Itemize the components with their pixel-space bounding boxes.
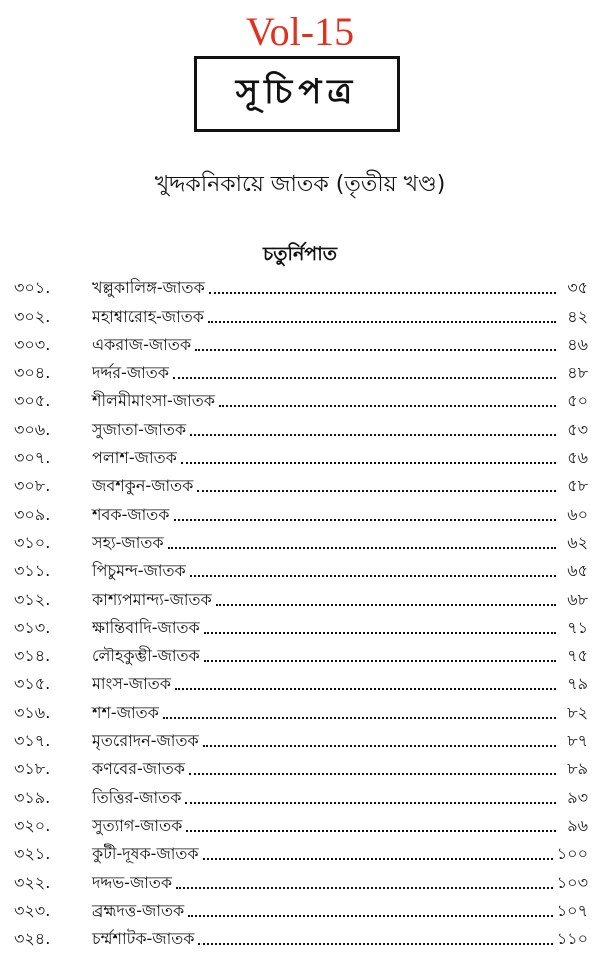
entry-page-number: ৬৮: [567, 589, 588, 609]
dot-leader: [209, 292, 556, 294]
entry-page-number: ৭৫: [567, 646, 588, 666]
entry-page-number: ১০৩: [556, 872, 588, 892]
dot-leader: [186, 830, 556, 832]
dot-leader: [163, 717, 556, 719]
toc-entry[interactable]: [14, 925, 588, 953]
toc-entry[interactable]: [14, 444, 588, 472]
dot-leader: [190, 434, 556, 436]
entry-number: ৩০৩.: [14, 334, 51, 354]
entry-page-number: ৬০: [567, 504, 588, 524]
toc-entry[interactable]: [14, 359, 588, 387]
entry-number: ৩০২.: [14, 306, 51, 326]
entry-title: সুজাতা-জাতক: [92, 419, 187, 439]
entry-page-number: ৪২: [567, 306, 588, 326]
dot-leader: [175, 688, 556, 690]
entry-number: ৩০৯.: [14, 504, 51, 524]
entry-page-number: ৭১: [567, 617, 588, 637]
entry-number: ৩০৪.: [14, 363, 51, 383]
toc-entry[interactable]: [14, 387, 588, 415]
dot-leader: [181, 462, 556, 464]
entry-number: ৩০১.: [14, 278, 51, 298]
dot-leader: [216, 604, 556, 606]
toc-entry[interactable]: [14, 557, 588, 585]
entry-page-number: ৩৫: [567, 278, 588, 298]
dot-leader: [189, 773, 556, 775]
entry-page-number: ৮৭: [567, 731, 588, 751]
dot-leader: [176, 887, 553, 889]
dot-leader: [173, 377, 556, 379]
toc-entry[interactable]: [14, 415, 588, 443]
entry-page-number: ৪৮: [567, 363, 588, 383]
entry-title: দর্দ্দর-জাতক: [92, 363, 169, 383]
entry-page-number: ৪৬: [567, 334, 588, 354]
toc-entry[interactable]: [14, 274, 588, 302]
entry-page-number: ১১০: [556, 929, 588, 949]
entry-title: চর্ম্মশাটক-জাতক: [92, 929, 195, 949]
entry-number: ৩২২.: [14, 872, 51, 892]
entry-title: পলাশ-জাতক: [92, 448, 177, 468]
toc-entry[interactable]: [14, 500, 588, 528]
toc-entry[interactable]: [14, 840, 588, 868]
entry-number: ৩০৫.: [14, 391, 51, 411]
entry-title: সুত্যাগ-জাতক: [92, 815, 183, 835]
entry-number: ৩১৭.: [14, 731, 51, 751]
entry-page-number: ৭৯: [567, 674, 588, 694]
entry-title: ক্ষান্তিবাদি-জাতক: [92, 617, 200, 637]
entry-title: মৃতরোদন-জাতক: [92, 731, 199, 751]
entry-title: মাংস-জাতক: [92, 674, 171, 694]
dot-leader: [190, 575, 556, 577]
entry-number: ৩২১.: [14, 844, 51, 864]
entry-number: ৩১৮.: [14, 759, 51, 779]
entry-page-number: ৫০: [567, 391, 588, 411]
volume-label: Vol-15: [245, 9, 355, 54]
entry-title: শশ-জাতক: [92, 702, 159, 722]
entry-title: ব্রহ্মদত্ত-জাতক: [92, 900, 185, 920]
entry-page-number: ৯৬: [567, 815, 588, 835]
dot-leader: [203, 745, 556, 747]
dot-leader: [198, 943, 552, 945]
entry-title: শীলমীমাংসা-জাতক: [92, 391, 215, 411]
toc-entry[interactable]: [14, 812, 588, 840]
entry-number: ৩২৩.: [14, 900, 51, 920]
dot-leader: [174, 519, 557, 521]
dot-leader: [204, 660, 556, 662]
dot-leader: [203, 858, 553, 860]
entry-page-number: ৫৩: [567, 419, 588, 439]
toc-entry[interactable]: [14, 868, 588, 896]
toc-entry[interactable]: [14, 727, 588, 755]
entry-page-number: ৮২: [567, 702, 588, 722]
entry-number: ৩১৬.: [14, 702, 51, 722]
toc-entry[interactable]: [14, 331, 588, 359]
dot-leader: [204, 632, 556, 634]
toc-entry[interactable]: [14, 529, 588, 557]
entry-title: খল্লুকালিঙ্গ-জাতক: [92, 278, 205, 298]
dot-leader: [168, 547, 556, 549]
entry-number: ৩২৪.: [14, 929, 51, 949]
entry-title: তিত্তির-জাতক: [92, 787, 182, 807]
entry-number: ৩০৭.: [14, 448, 51, 468]
entry-number: ৩০৮.: [14, 476, 51, 496]
entry-number: ৩১৫.: [14, 674, 51, 694]
toc-entry[interactable]: [14, 585, 588, 613]
toc-entry[interactable]: [14, 783, 588, 811]
entry-title: কণবের-জাতক: [92, 759, 185, 779]
entry-title: লৌহকুম্ভী-জাতক: [92, 646, 200, 666]
toc-entry[interactable]: [14, 614, 588, 642]
entry-page-number: ৬৫: [567, 561, 588, 581]
dot-leader: [219, 405, 556, 407]
entry-page-number: ৫৬: [567, 448, 588, 468]
toc-entry[interactable]: [14, 472, 588, 500]
entry-title: শবক-জাতক: [92, 504, 170, 524]
dot-leader: [185, 802, 556, 804]
entry-title: সহ্য-জাতক: [92, 532, 164, 552]
toc-entry[interactable]: [14, 897, 588, 925]
toc-entry[interactable]: [14, 670, 588, 698]
entry-number: ৩১১.: [14, 561, 51, 581]
entry-number: ৩২০.: [14, 815, 51, 835]
dot-leader: [188, 915, 553, 917]
entry-title: কুটী-দূষক-জাতক: [92, 844, 199, 864]
entry-number: ৩১২.: [14, 589, 51, 609]
entry-title: দদ্দভ-জাতক: [92, 872, 173, 892]
entry-title: একরাজ-জাতক: [92, 334, 192, 354]
entry-title: কাশ্যপমান্দ্য-জাতক: [92, 589, 212, 609]
entry-number: ৩১০.: [14, 532, 51, 552]
toc-entry[interactable]: [14, 642, 588, 670]
book-subtitle: খুদ্দকনিকায়ে জাতক (তৃতীয় খণ্ড): [154, 172, 446, 197]
entry-title: জবশকুন-জাতক: [92, 476, 194, 496]
table-of-contents: [14, 274, 588, 953]
entry-number: ৩১৯.: [14, 787, 51, 807]
entry-page-number: ১০০: [556, 844, 588, 864]
dot-leader: [197, 490, 556, 492]
entry-title: মহাশ্বারোহ-জাতক: [92, 306, 204, 326]
entry-page-number: ৫৮: [567, 476, 588, 496]
entry-page-number: ৬২: [567, 532, 588, 552]
entry-page-number: ৯৩: [567, 787, 588, 807]
entry-page-number: ৮৯: [567, 759, 588, 779]
page-title: সূচিপত্র: [194, 56, 400, 132]
dot-leader: [195, 349, 556, 351]
entry-number: ৩১৪.: [14, 646, 51, 666]
entry-page-number: ১০৭: [556, 900, 588, 920]
entry-number: ৩১৩.: [14, 617, 51, 637]
toc-entry[interactable]: [14, 302, 588, 330]
dot-leader: [208, 321, 556, 323]
section-heading: চতুর্নিপাত: [263, 243, 337, 265]
entry-title: পিচুমন্দ-জাতক: [92, 561, 186, 581]
toc-entry[interactable]: [14, 698, 588, 726]
entry-number: ৩০৬.: [14, 419, 51, 439]
toc-entry[interactable]: [14, 755, 588, 783]
